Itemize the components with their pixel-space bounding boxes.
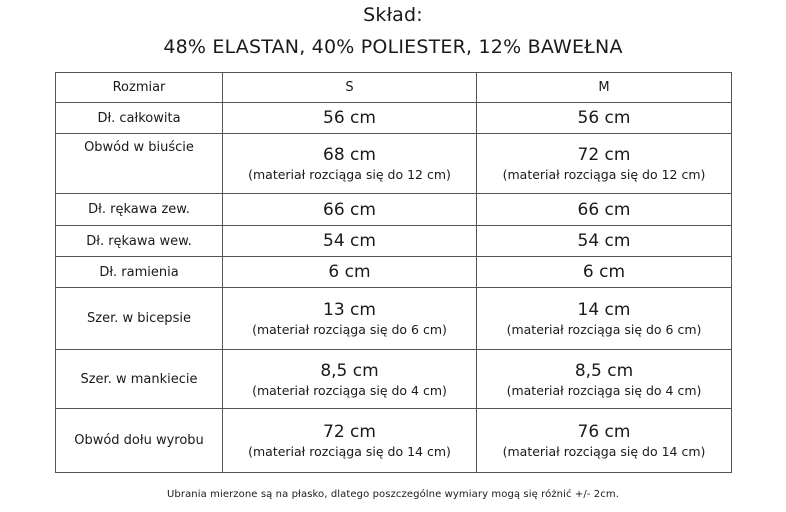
table-row xyxy=(56,350,732,409)
page-title: Skład: xyxy=(363,4,423,26)
table-row xyxy=(56,194,732,226)
value-m xyxy=(477,257,732,288)
row-label: Dł. rękawa wew. xyxy=(56,226,223,257)
value-text: 14 cm xyxy=(577,300,631,320)
value-s xyxy=(223,134,477,194)
header-size-m: M xyxy=(477,73,732,103)
header-size-s: S xyxy=(223,73,477,103)
value-s xyxy=(223,103,477,134)
value-text: 8,5 cm xyxy=(574,360,634,381)
value-text: 56 cm xyxy=(577,108,631,128)
table-row xyxy=(56,134,732,194)
table-row xyxy=(56,409,732,473)
stretch-note: (materiał rozciąga się do 14 cm) xyxy=(248,444,451,459)
value-text: 56 cm xyxy=(323,108,376,128)
value-s xyxy=(223,288,477,350)
value-text: 68 cm xyxy=(323,145,376,165)
value-m xyxy=(477,103,732,134)
row-label: Dł. całkowita xyxy=(56,103,223,134)
stretch-note: (materiał rozciąga się do 6 cm) xyxy=(252,322,447,337)
value-s xyxy=(223,226,477,257)
row-label: Dł. rękawa zew. xyxy=(56,194,223,226)
row-label: Obwód dołu wyrobu xyxy=(56,409,223,473)
table-row xyxy=(56,257,732,288)
stretch-note: (materiał rozciąga się do 6 cm) xyxy=(506,322,702,337)
value-text: 6 cm xyxy=(582,262,626,282)
measurement-footnote: Ubrania mierzone są na płasko, dlatego poszczególne wymiary mogą się różnić +/- 2cm. xyxy=(166,489,619,500)
row-label: Szer. w bicepsie xyxy=(56,288,223,350)
value-s xyxy=(223,350,477,409)
composition-text: 48% ELASTAN, 40% POLIESTER, 12% BAWEŁNA xyxy=(163,36,623,58)
size-table xyxy=(55,72,732,473)
row-label: Obwód w biuście xyxy=(56,134,223,194)
value-text: 13 cm xyxy=(323,300,376,320)
value-m xyxy=(477,350,732,409)
value-m xyxy=(477,194,732,226)
table-header-row xyxy=(56,73,732,103)
value-text: 6 cm xyxy=(328,262,371,282)
value-m xyxy=(477,134,732,194)
stretch-note: (materiał rozciąga się do 12 cm) xyxy=(248,167,451,182)
table-row xyxy=(56,226,732,257)
value-m xyxy=(477,288,732,350)
table-row xyxy=(56,288,732,350)
value-text: 54 cm xyxy=(323,231,376,251)
value-s xyxy=(223,257,477,288)
value-text: 54 cm xyxy=(577,231,631,251)
value-text: 72 cm xyxy=(323,422,376,442)
header-size-label: Rozmiar xyxy=(56,73,223,103)
value-s xyxy=(223,194,477,226)
stretch-note: (materiał rozciąga się do 4 cm) xyxy=(506,382,702,398)
value-text: 76 cm xyxy=(577,422,631,442)
value-text: 8,5 cm xyxy=(320,360,379,381)
row-label: Dł. ramienia xyxy=(56,257,223,288)
value-text: 66 cm xyxy=(577,199,631,220)
stretch-note: (materiał rozciąga się do 4 cm) xyxy=(252,382,447,398)
stretch-note: (materiał rozciąga się do 14 cm) xyxy=(502,444,706,459)
value-text: 72 cm xyxy=(577,145,631,165)
row-label: Szer. w mankiecie xyxy=(56,350,223,409)
stretch-note: (materiał rozciąga się do 12 cm) xyxy=(502,167,706,182)
value-s xyxy=(223,409,477,473)
value-text: 66 cm xyxy=(323,199,376,220)
value-m xyxy=(477,226,732,257)
value-m xyxy=(477,409,732,473)
table-row xyxy=(56,103,732,134)
